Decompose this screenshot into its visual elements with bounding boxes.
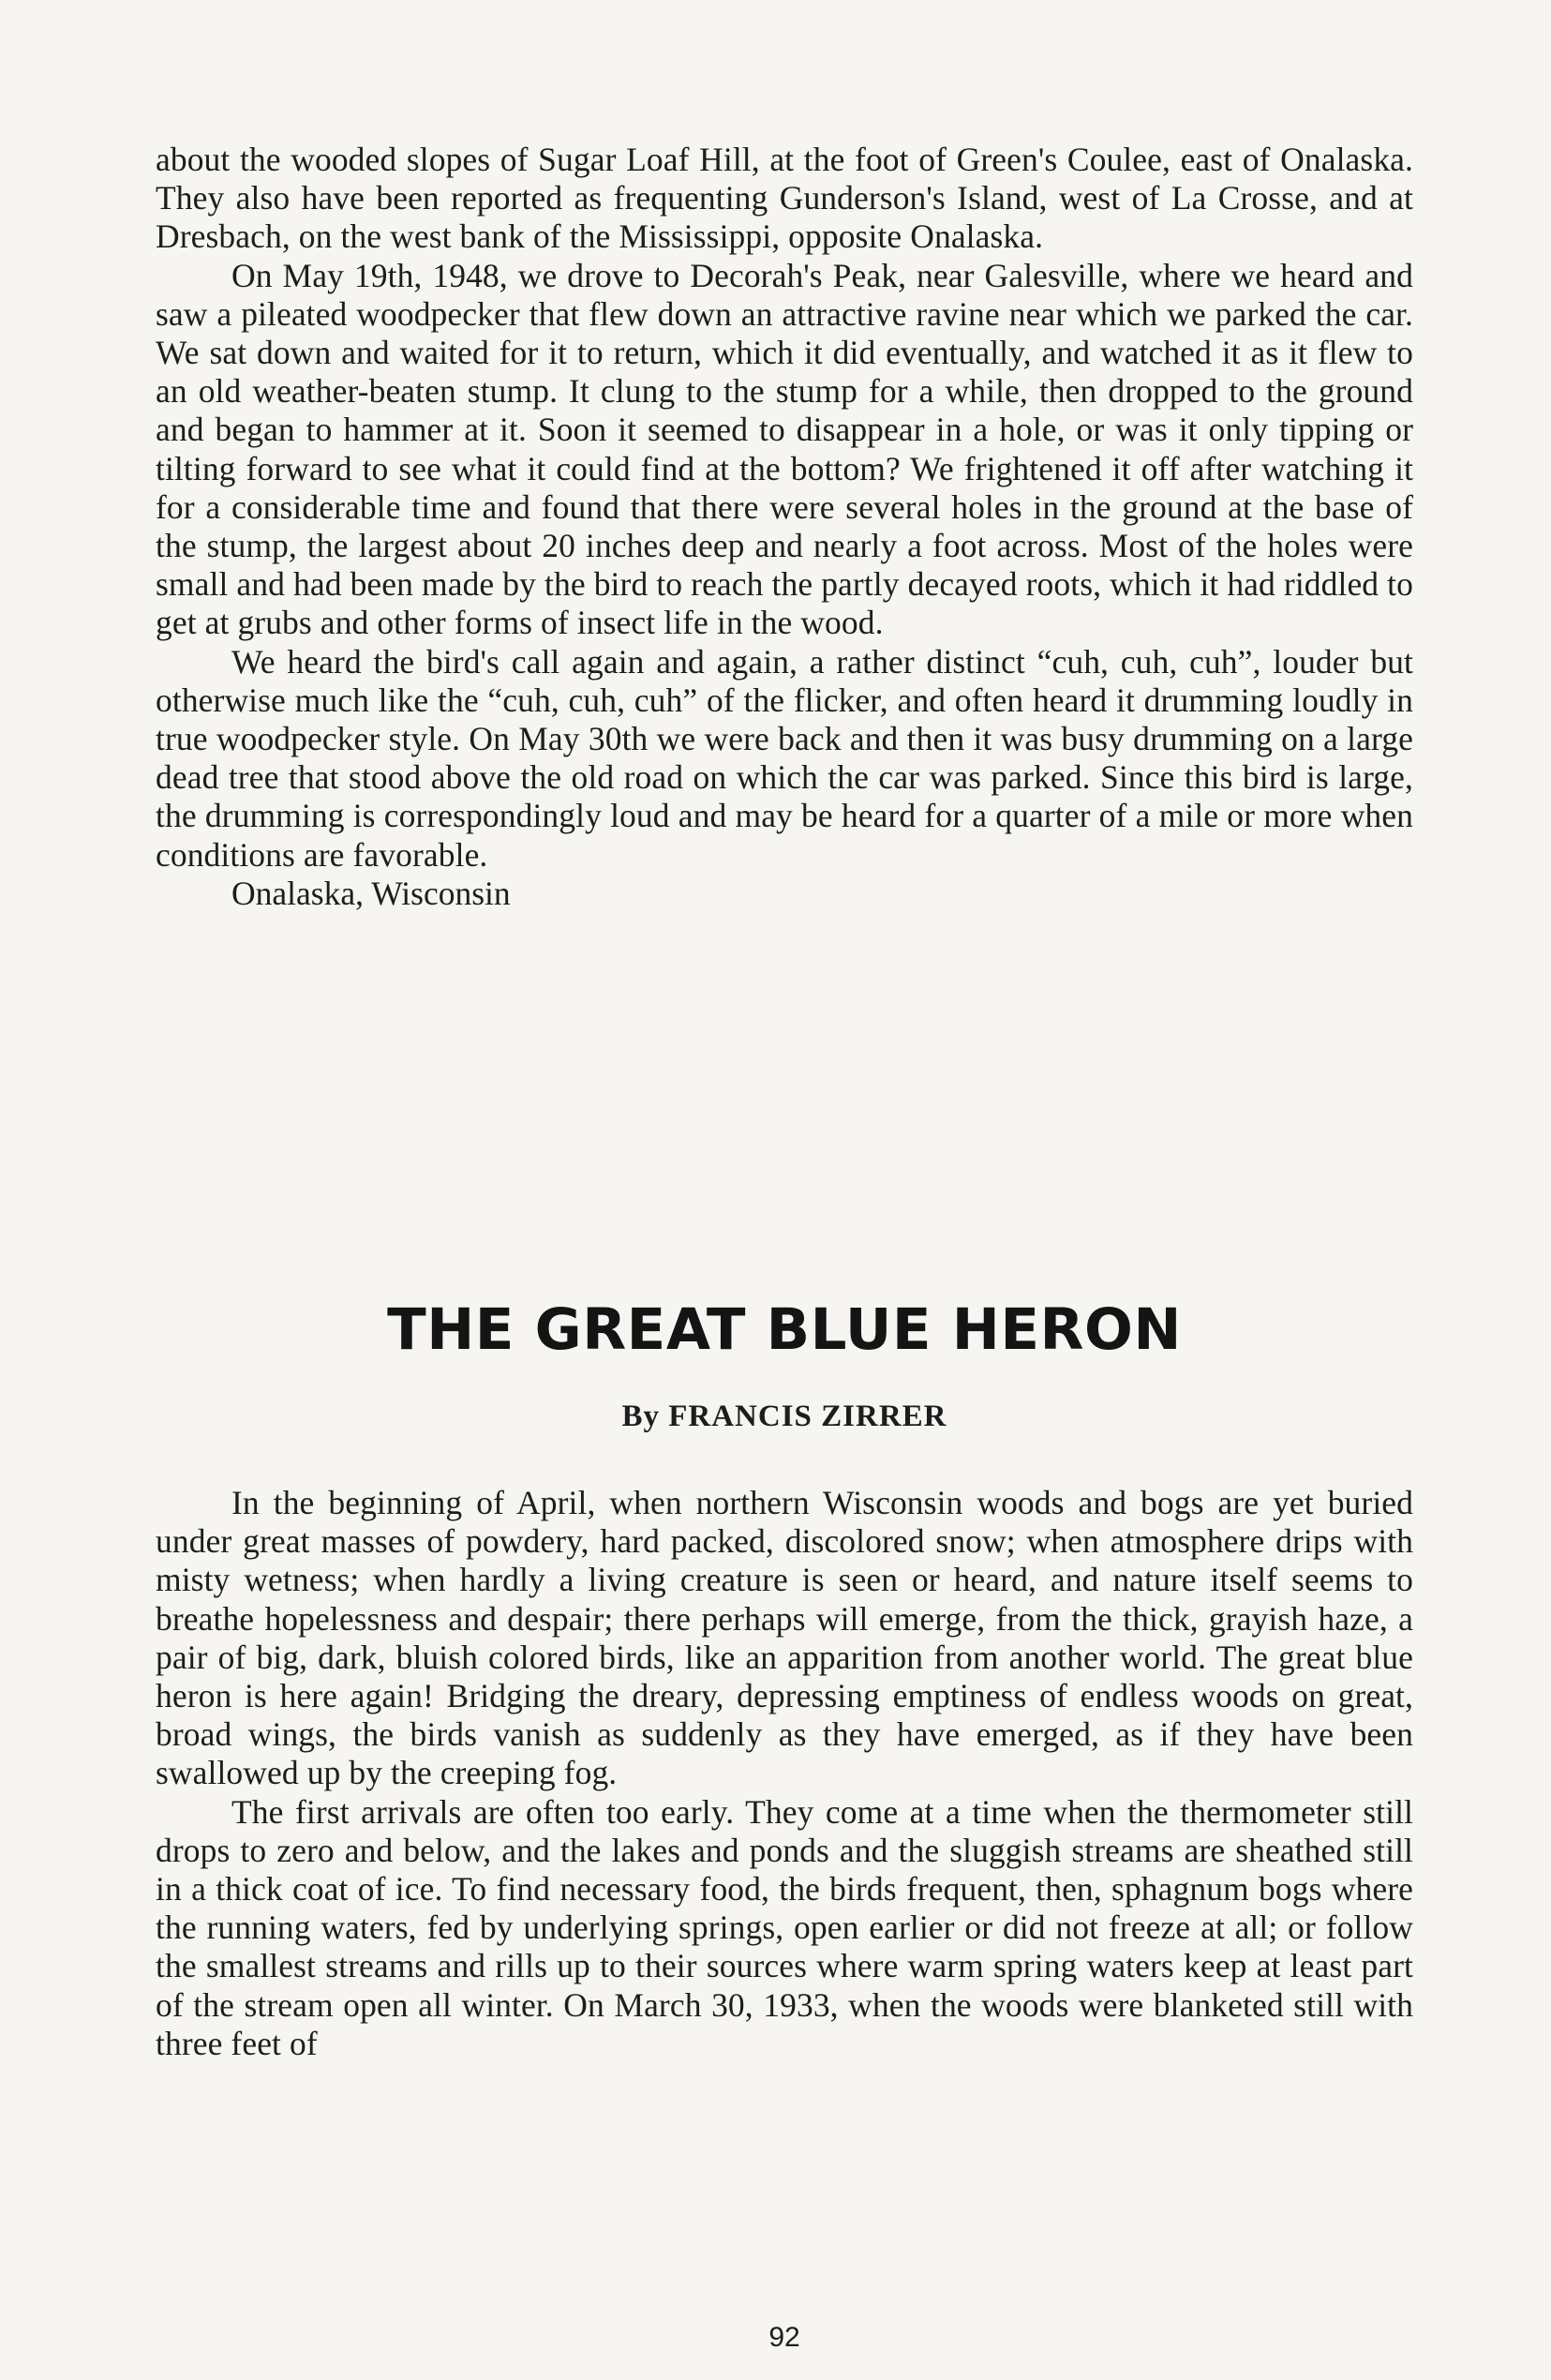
previous-article-signoff: Onalaska, Wisconsin: [231, 874, 511, 912]
article-paragraph-1: In the beginning of April, when northern Wisconsin woods and bogs are yet buried under great masses of powdery, hard packed, discolored snow; when atmosphere drips with misty wetness; when hardly a living creature is seen or heard, and nature itself seems to breathe hopelessness and despair; there perhaps will emerge, from the thick, grayish haze, a pair of big, dark, bluish colored birds, like an apparition from another world. The great blue heron is here again! Bridging the dreary, depressing emptiness of endless woods on great, broad wings, the birds vanish as suddenly as they have emerged, as if they have been swallowed up by the creeping fog.: [156, 1484, 1413, 1792]
document-page: [156, 141, 1413, 2353]
article-body: [156, 1484, 1413, 2063]
page-number: 92: [768, 2322, 800, 2353]
previous-article-paragraph-1: about the wooded slopes of Sugar Loaf Hill, at the foot of Green's Coulee, east of Onalaska. They also have been reported as frequenting Gunderson's Island, west of La Crosse, and at Dresbach, on the west bank of the Mississippi, opposite Onalaska.: [156, 141, 1413, 256]
article-paragraph-2: The first arrivals are often too early. They come at a time when the thermometer still drops to zero and below, and the lakes and ponds and the sluggish streams are sheathed still in a thick coat of ice. To find necessary food, the birds frequent, then, sphagnum bogs where the running waters, fed by underlying springs, open earlier or did not freeze at all; or follow the smallest streams and rills up to their sources where warm spring waters keep at least part of the stream open all winter. On March 30, 1933, when the woods were blanketed still with three feet of: [156, 1792, 1413, 2062]
previous-article-paragraph-2: On May 19th, 1948, we drove to Decorah's Peak, near Galesville, where we heard and saw a pileated woodpecker that flew down an attractive ravine near which we parked the car. We sat down and waited for it to return, which it did eventually, and watched it as it flew to an old weather-beaten stump. It clung to the stump for a while, then dropped to the ground and began to hammer at it. Soon it seemed to disappear in a hole, or was it only tipping or tilting forward to see what it could find at the bottom? We frightened it off after watching it for a considerable time and found that there were several holes in the ground at the base of the stump, the largest about 20 inches deep and nearly a foot across. Most of the holes were small and had been made by the bird to reach the partly decayed roots, which it had riddled to get at grubs and other forms of insect life in the wood.: [156, 256, 1413, 642]
article-byline: By FRANCIS ZIRRER: [621, 1400, 947, 1433]
article-title: THE GREAT BLUE HERON: [387, 1296, 1182, 1363]
previous-article-paragraph-3: We heard the bird's call again and again, a rather distinct “cuh, cuh, cuh”, louder but otherwise much like the “cuh, cuh, cuh” of the flicker, and often heard it drumming loudly in true woodpecker style. On May 30th we were back and then it was busy drumming on a large dead tree that stood above the old road on which the car was parked. Since this bird is large, the drumming is correspondingly loud and may be heard for a quarter of a mile or more when conditions are favorable.: [156, 642, 1413, 874]
